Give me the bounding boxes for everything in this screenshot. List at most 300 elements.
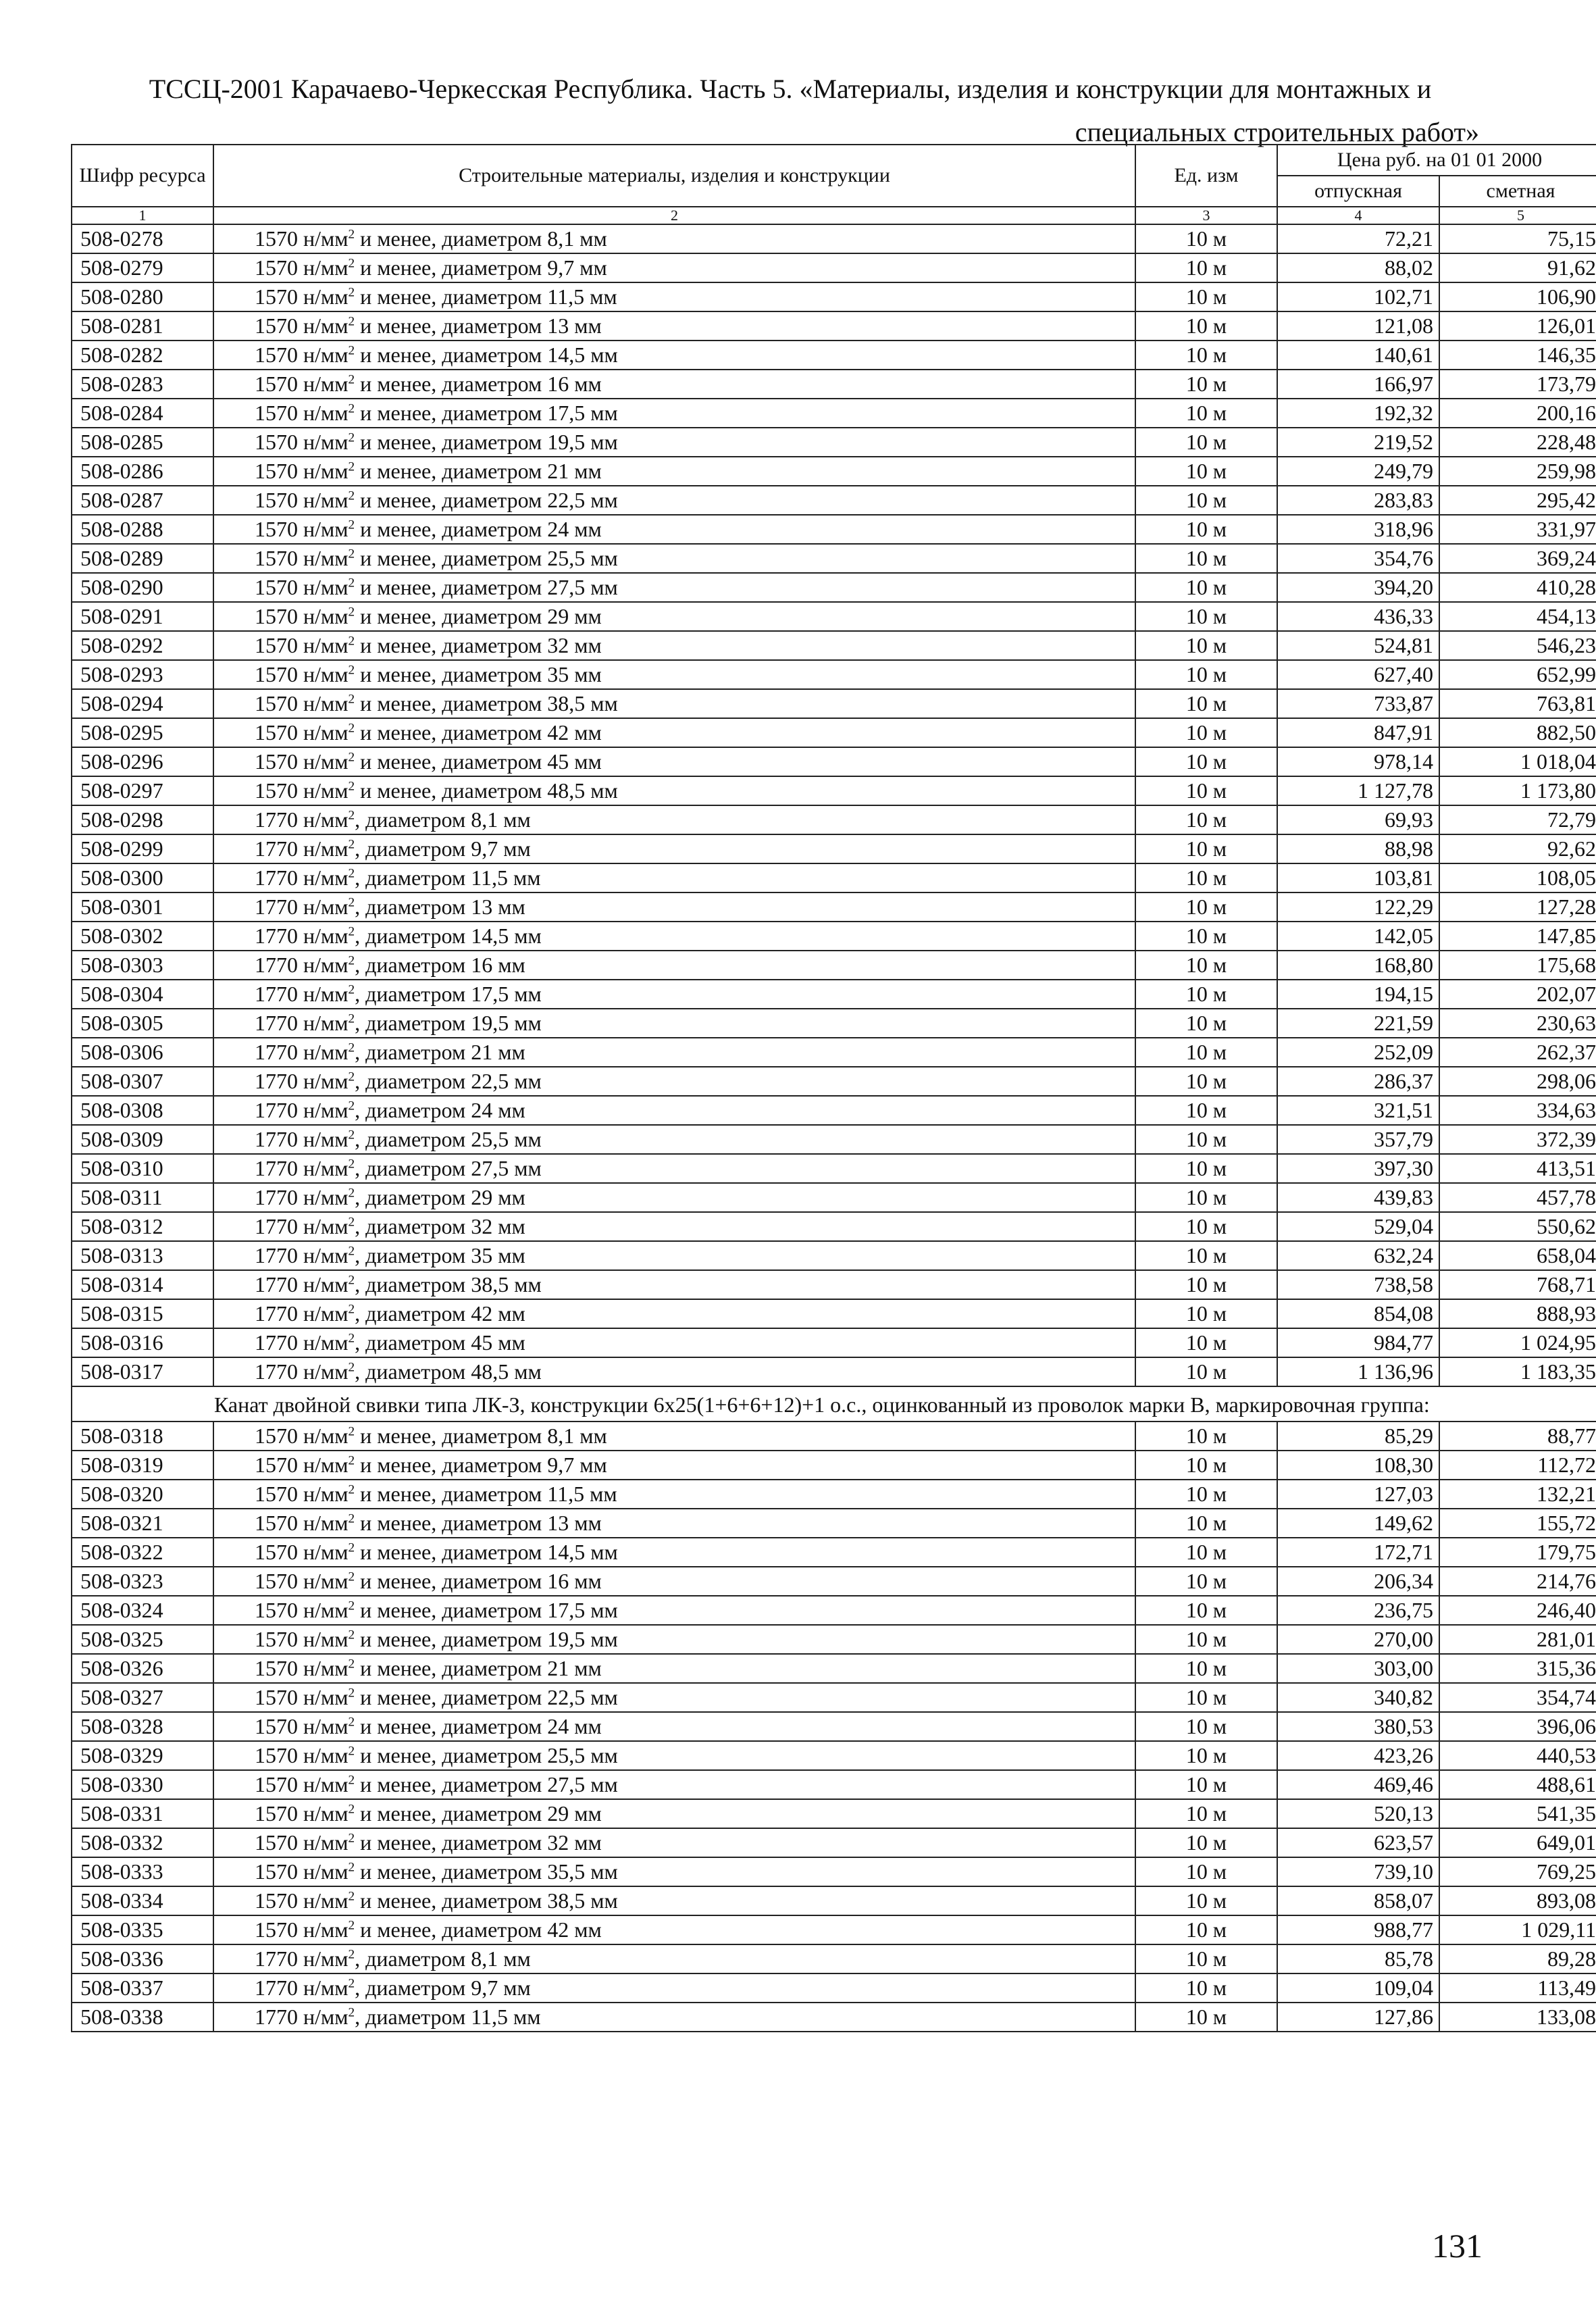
release-price: 847,91 xyxy=(1277,718,1439,747)
diameter-text: , диаметром 22,5 мм xyxy=(355,1069,542,1093)
estimate-price: 769,25 xyxy=(1439,1857,1596,1886)
diameter-text: и менее, диаметром 29 мм xyxy=(355,1801,602,1826)
diameter-text: и менее, диаметром 11,5 мм xyxy=(355,1482,617,1506)
material-description xyxy=(213,311,1135,341)
strength-value: 1570 н/мм xyxy=(255,1830,349,1855)
estimate-price: 649,01 xyxy=(1439,1828,1596,1857)
unit-exponent: 2 xyxy=(348,1331,355,1346)
unit-of-measure: 10 м xyxy=(1135,1799,1277,1828)
table-row xyxy=(72,457,1596,486)
release-price: 109,04 xyxy=(1277,1973,1439,2003)
unit-of-measure: 10 м xyxy=(1135,747,1277,776)
strength-value: 1570 н/мм xyxy=(255,226,349,251)
release-price: 321,51 xyxy=(1277,1096,1439,1125)
estimate-price: 546,23 xyxy=(1439,631,1596,660)
estimate-price: 281,01 xyxy=(1439,1625,1596,1654)
estimate-price: 175,68 xyxy=(1439,951,1596,980)
strength-value: 1770 н/мм xyxy=(255,1243,349,1267)
diameter-text: и менее, диаметром 48,5 мм xyxy=(355,778,618,803)
resource-code: 508-0289 xyxy=(72,544,213,573)
estimate-price: 652,99 xyxy=(1439,660,1596,689)
release-price: 1 136,96 xyxy=(1277,1357,1439,1386)
unit-of-measure: 10 м xyxy=(1135,1741,1277,1770)
diameter-text: и менее, диаметром 8,1 мм xyxy=(355,226,607,251)
table-row xyxy=(72,486,1596,515)
unit-of-measure: 10 м xyxy=(1135,1857,1277,1886)
strength-value: 1770 н/мм xyxy=(255,1098,349,1122)
resource-code: 508-0285 xyxy=(72,428,213,457)
diameter-text: и менее, диаметром 8,1 мм xyxy=(355,1424,607,1448)
material-description xyxy=(213,457,1135,486)
strength-value: 1570 н/мм xyxy=(255,1859,349,1884)
strength-value: 1570 н/мм xyxy=(255,1888,349,1913)
release-price: 172,71 xyxy=(1277,1538,1439,1567)
material-description xyxy=(213,1538,1135,1567)
unit-of-measure: 10 м xyxy=(1135,1538,1277,1567)
unit-exponent: 2 xyxy=(348,285,355,300)
unit-exponent: 2 xyxy=(348,692,355,707)
estimate-price: 89,28 xyxy=(1439,1944,1596,1973)
estimate-price: 132,21 xyxy=(1439,1480,1596,1509)
unit-of-measure: 10 м xyxy=(1135,486,1277,515)
release-price: 140,61 xyxy=(1277,341,1439,370)
table-row xyxy=(72,1654,1596,1683)
unit-of-measure: 10 м xyxy=(1135,689,1277,718)
table-row xyxy=(72,370,1596,399)
strength-value: 1570 н/мм xyxy=(255,459,349,483)
estimate-price: 147,85 xyxy=(1439,922,1596,951)
unit-exponent: 2 xyxy=(348,837,355,852)
diameter-text: , диаметром 32 мм xyxy=(355,1214,525,1238)
unit-of-measure: 10 м xyxy=(1135,1422,1277,1451)
release-price: 1 127,78 xyxy=(1277,776,1439,805)
material-description xyxy=(213,1654,1135,1683)
strength-value: 1570 н/мм xyxy=(255,1511,349,1535)
strength-value: 1770 н/мм xyxy=(255,1156,349,1180)
estimate-price: 354,74 xyxy=(1439,1683,1596,1712)
strength-value: 1570 н/мм xyxy=(255,1424,349,1448)
release-price: 270,00 xyxy=(1277,1625,1439,1654)
release-price: 380,53 xyxy=(1277,1712,1439,1741)
resource-code: 508-0281 xyxy=(72,311,213,341)
release-price: 221,59 xyxy=(1277,1009,1439,1038)
release-price: 738,58 xyxy=(1277,1270,1439,1299)
table-row xyxy=(72,776,1596,805)
diameter-text: , диаметром 25,5 мм xyxy=(355,1127,542,1151)
unit-exponent: 2 xyxy=(348,488,355,503)
estimate-price: 91,62 xyxy=(1439,253,1596,282)
material-description xyxy=(213,1770,1135,1799)
diameter-text: и менее, диаметром 21 мм xyxy=(355,1656,602,1680)
strength-value: 1570 н/мм xyxy=(255,343,349,367)
unit-of-measure: 10 м xyxy=(1135,1654,1277,1683)
unit-of-measure: 10 м xyxy=(1135,1270,1277,1299)
strength-value: 1770 н/мм xyxy=(255,1301,349,1326)
diameter-text: , диаметром 14,5 мм xyxy=(355,924,542,948)
unit-of-measure: 10 м xyxy=(1135,718,1277,747)
unit-exponent: 2 xyxy=(348,1802,355,1817)
strength-value: 1770 н/мм xyxy=(255,807,349,832)
diameter-text: и менее, диаметром 25,5 мм xyxy=(355,546,618,570)
diameter-text: , диаметром 11,5 мм xyxy=(355,2005,541,2029)
table-row xyxy=(72,253,1596,282)
unit-exponent: 2 xyxy=(348,1744,355,1759)
resource-code: 508-0311 xyxy=(72,1183,213,1212)
strength-value: 1570 н/мм xyxy=(255,430,349,454)
resource-code: 508-0287 xyxy=(72,486,213,515)
table-row xyxy=(72,1973,1596,2003)
release-price: 194,15 xyxy=(1277,980,1439,1009)
material-description xyxy=(213,1125,1135,1154)
strength-value: 1570 н/мм xyxy=(255,546,349,570)
unit-exponent: 2 xyxy=(348,1070,355,1084)
unit-exponent: 2 xyxy=(348,1918,355,1933)
diameter-text: , диаметром 16 мм xyxy=(355,953,525,977)
unit-of-measure: 10 м xyxy=(1135,1096,1277,1125)
material-description xyxy=(213,1009,1135,1038)
unit-of-measure: 10 м xyxy=(1135,1712,1277,1741)
diameter-text: , диаметром 9,7 мм xyxy=(355,1976,531,2000)
unit-exponent: 2 xyxy=(348,663,355,678)
diameter-text: и менее, диаметром 22,5 мм xyxy=(355,1685,618,1709)
strength-value: 1570 н/мм xyxy=(255,778,349,803)
estimate-price: 1 183,35 xyxy=(1439,1357,1596,1386)
unit-exponent: 2 xyxy=(348,1628,355,1642)
table-row xyxy=(72,1828,1596,1857)
unit-exponent: 2 xyxy=(348,1273,355,1288)
unit-of-measure: 10 м xyxy=(1135,311,1277,341)
strength-value: 1770 н/мм xyxy=(255,1359,349,1384)
unit-of-measure: 10 м xyxy=(1135,399,1277,428)
estimate-price: 179,75 xyxy=(1439,1538,1596,1567)
resource-code: 508-0336 xyxy=(72,1944,213,1973)
table-row xyxy=(72,1357,1596,1386)
table-row xyxy=(72,1096,1596,1125)
diameter-text: и менее, диаметром 9,7 мм xyxy=(355,255,607,280)
material-description xyxy=(213,1567,1135,1596)
price-table xyxy=(71,144,1596,2032)
unit-of-measure: 10 м xyxy=(1135,951,1277,980)
material-description xyxy=(213,863,1135,892)
col-number: 2 xyxy=(213,207,1135,224)
estimate-price: 88,77 xyxy=(1439,1422,1596,1451)
diameter-text: и менее, диаметром 32 мм xyxy=(355,633,602,657)
resource-code: 508-0305 xyxy=(72,1009,213,1038)
strength-value: 1770 н/мм xyxy=(255,836,349,861)
material-description xyxy=(213,341,1135,370)
col-header-unit: Ед. изм xyxy=(1135,145,1277,207)
release-price: 149,62 xyxy=(1277,1509,1439,1538)
strength-value: 1570 н/мм xyxy=(255,749,349,774)
resource-code: 508-0279 xyxy=(72,253,213,282)
unit-exponent: 2 xyxy=(348,605,355,620)
diameter-text: и менее, диаметром 14,5 мм xyxy=(355,1540,618,1564)
table-row xyxy=(72,1154,1596,1183)
diameter-text: и менее, диаметром 27,5 мм xyxy=(355,1772,618,1796)
unit-exponent: 2 xyxy=(348,1831,355,1846)
estimate-price: 214,76 xyxy=(1439,1567,1596,1596)
unit-of-measure: 10 м xyxy=(1135,1886,1277,1915)
table-row xyxy=(72,515,1596,544)
table-row xyxy=(72,1328,1596,1357)
col-header-name: Строительные материалы, изделия и конструкции xyxy=(213,145,1135,207)
strength-value: 1770 н/мм xyxy=(255,1330,349,1355)
strength-value: 1570 н/мм xyxy=(255,488,349,512)
diameter-text: , диаметром 11,5 мм xyxy=(355,865,541,890)
estimate-price: 763,81 xyxy=(1439,689,1596,718)
strength-value: 1770 н/мм xyxy=(255,1185,349,1209)
unit-exponent: 2 xyxy=(348,2005,355,2020)
table-row xyxy=(72,747,1596,776)
unit-of-measure: 10 м xyxy=(1135,1357,1277,1386)
diameter-text: и менее, диаметром 24 мм xyxy=(355,1714,602,1738)
estimate-price: 658,04 xyxy=(1439,1241,1596,1270)
estimate-price: 259,98 xyxy=(1439,457,1596,486)
unit-of-measure: 10 м xyxy=(1135,515,1277,544)
unit-of-measure: 10 м xyxy=(1135,428,1277,457)
resource-code: 508-0303 xyxy=(72,951,213,980)
unit-of-measure: 10 м xyxy=(1135,1451,1277,1480)
unit-of-measure: 10 м xyxy=(1135,1009,1277,1038)
table-row xyxy=(72,399,1596,428)
table-row xyxy=(72,892,1596,922)
material-description xyxy=(213,805,1135,834)
estimate-price: 413,51 xyxy=(1439,1154,1596,1183)
material-description xyxy=(213,428,1135,457)
resource-code: 508-0325 xyxy=(72,1625,213,1654)
estimate-price: 92,62 xyxy=(1439,834,1596,863)
diameter-text: и менее, диаметром 16 мм xyxy=(355,1569,602,1593)
resource-code: 508-0301 xyxy=(72,892,213,922)
material-description xyxy=(213,1299,1135,1328)
strength-value: 1770 н/мм xyxy=(255,1976,349,2000)
unit-of-measure: 10 м xyxy=(1135,1328,1277,1357)
estimate-price: 230,63 xyxy=(1439,1009,1596,1038)
resource-code: 508-0327 xyxy=(72,1683,213,1712)
diameter-text: , диаметром 38,5 мм xyxy=(355,1272,542,1297)
strength-value: 1770 н/мм xyxy=(255,1069,349,1093)
col-header-price-release: отпускная xyxy=(1277,176,1439,207)
table-row xyxy=(72,1886,1596,1915)
table-row xyxy=(72,282,1596,311)
diameter-text: и менее, диаметром 17,5 мм xyxy=(355,401,618,425)
release-price: 168,80 xyxy=(1277,951,1439,980)
estimate-price: 315,36 xyxy=(1439,1654,1596,1683)
estimate-price: 410,28 xyxy=(1439,573,1596,602)
estimate-price: 888,93 xyxy=(1439,1299,1596,1328)
release-price: 286,37 xyxy=(1277,1067,1439,1096)
material-description xyxy=(213,1270,1135,1299)
material-description xyxy=(213,660,1135,689)
unit-of-measure: 10 м xyxy=(1135,1299,1277,1328)
strength-value: 1770 н/мм xyxy=(255,953,349,977)
material-description xyxy=(213,1683,1135,1712)
table-row xyxy=(72,689,1596,718)
estimate-price: 1 024,95 xyxy=(1439,1328,1596,1357)
unit-exponent: 2 xyxy=(348,1424,355,1439)
release-price: 283,83 xyxy=(1277,486,1439,515)
material-description xyxy=(213,1328,1135,1357)
unit-of-measure: 10 м xyxy=(1135,1915,1277,1944)
table-row xyxy=(72,1770,1596,1799)
release-price: 219,52 xyxy=(1277,428,1439,457)
release-price: 127,86 xyxy=(1277,2003,1439,2032)
release-price: 739,10 xyxy=(1277,1857,1439,1886)
section-heading: Канат двойной свивки типа ЛК-З, конструкции 6х25(1+6+6+12)+1 о.с., оцинкованный из проволок марки В, маркировочная группа: xyxy=(72,1386,1596,1422)
unit-exponent: 2 xyxy=(348,721,355,736)
unit-of-measure: 10 м xyxy=(1135,805,1277,834)
unit-of-measure: 10 м xyxy=(1135,544,1277,573)
resource-code: 508-0330 xyxy=(72,1770,213,1799)
table-row xyxy=(72,311,1596,341)
unit-exponent: 2 xyxy=(348,256,355,271)
release-price: 984,77 xyxy=(1277,1328,1439,1357)
unit-exponent: 2 xyxy=(348,1657,355,1671)
resource-code: 508-0323 xyxy=(72,1567,213,1596)
material-description xyxy=(213,486,1135,515)
material-description xyxy=(213,1241,1135,1270)
unit-of-measure: 10 м xyxy=(1135,1509,1277,1538)
resource-code: 508-0326 xyxy=(72,1654,213,1683)
table-row xyxy=(72,1009,1596,1038)
unit-of-measure: 10 м xyxy=(1135,253,1277,282)
unit-of-measure: 10 м xyxy=(1135,2003,1277,2032)
release-price: 988,77 xyxy=(1277,1915,1439,1944)
section-heading-row xyxy=(72,1386,1596,1422)
estimate-price: 126,01 xyxy=(1439,311,1596,341)
material-description xyxy=(213,1038,1135,1067)
strength-value: 1570 н/мм xyxy=(255,1714,349,1738)
strength-value: 1770 н/мм xyxy=(255,1214,349,1238)
material-description xyxy=(213,1625,1135,1654)
unit-exponent: 2 xyxy=(348,1540,355,1555)
estimate-price: 108,05 xyxy=(1439,863,1596,892)
diameter-text: и менее, диаметром 32 мм xyxy=(355,1830,602,1855)
estimate-price: 295,42 xyxy=(1439,486,1596,515)
unit-of-measure: 10 м xyxy=(1135,341,1277,370)
material-description xyxy=(213,282,1135,311)
table-row xyxy=(72,718,1596,747)
diameter-text: и менее, диаметром 13 мм xyxy=(355,313,602,338)
unit-of-measure: 10 м xyxy=(1135,602,1277,631)
resource-code: 508-0308 xyxy=(72,1096,213,1125)
unit-of-measure: 10 м xyxy=(1135,863,1277,892)
strength-value: 1770 н/мм xyxy=(255,982,349,1006)
diameter-text: и менее, диаметром 42 мм xyxy=(355,720,602,745)
unit-exponent: 2 xyxy=(348,1569,355,1584)
material-description xyxy=(213,1212,1135,1241)
resource-code: 508-0324 xyxy=(72,1596,213,1625)
material-description xyxy=(213,689,1135,718)
diameter-text: и менее, диаметром 14,5 мм xyxy=(355,343,618,367)
resource-code: 508-0298 xyxy=(72,805,213,834)
diameter-text: и менее, диаметром 22,5 мм xyxy=(355,488,618,512)
resource-code: 508-0331 xyxy=(72,1799,213,1828)
diameter-text: и менее, диаметром 24 мм xyxy=(355,517,602,541)
material-description xyxy=(213,951,1135,980)
table-row xyxy=(72,1212,1596,1241)
estimate-price: 155,72 xyxy=(1439,1509,1596,1538)
diameter-text: и менее, диаметром 25,5 мм xyxy=(355,1743,618,1767)
material-description xyxy=(213,399,1135,428)
release-price: 72,21 xyxy=(1277,224,1439,253)
diameter-text: и менее, диаметром 21 мм xyxy=(355,459,602,483)
strength-value: 1570 н/мм xyxy=(255,633,349,657)
table-row xyxy=(72,1567,1596,1596)
material-description xyxy=(213,834,1135,863)
table-body-b xyxy=(72,1422,1596,2032)
unit-of-measure: 10 м xyxy=(1135,1944,1277,1973)
strength-value: 1570 н/мм xyxy=(255,1656,349,1680)
release-price: 127,03 xyxy=(1277,1480,1439,1509)
unit-exponent: 2 xyxy=(348,576,355,590)
resource-code: 508-0283 xyxy=(72,370,213,399)
table-row xyxy=(72,1480,1596,1509)
table-row xyxy=(72,863,1596,892)
resource-code: 508-0335 xyxy=(72,1915,213,1944)
estimate-price: 440,53 xyxy=(1439,1741,1596,1770)
table-row xyxy=(72,980,1596,1009)
unit-exponent: 2 xyxy=(348,634,355,649)
material-description xyxy=(213,515,1135,544)
resource-code: 508-0319 xyxy=(72,1451,213,1480)
material-description xyxy=(213,922,1135,951)
table-row xyxy=(72,834,1596,863)
resource-code: 508-0292 xyxy=(72,631,213,660)
table-row xyxy=(72,660,1596,689)
strength-value: 1570 н/мм xyxy=(255,372,349,396)
strength-value: 1570 н/мм xyxy=(255,1598,349,1622)
unit-exponent: 2 xyxy=(348,459,355,474)
material-description xyxy=(213,602,1135,631)
unit-of-measure: 10 м xyxy=(1135,573,1277,602)
material-description xyxy=(213,1857,1135,1886)
resource-code: 508-0317 xyxy=(72,1357,213,1386)
resource-code: 508-0310 xyxy=(72,1154,213,1183)
unit-exponent: 2 xyxy=(348,1715,355,1730)
table-row xyxy=(72,1183,1596,1212)
unit-exponent: 2 xyxy=(348,372,355,387)
unit-exponent: 2 xyxy=(348,779,355,794)
strength-value: 1770 н/мм xyxy=(255,895,349,919)
unit-exponent: 2 xyxy=(348,547,355,561)
table-row xyxy=(72,1125,1596,1154)
table-row xyxy=(72,602,1596,631)
resource-code: 508-0304 xyxy=(72,980,213,1009)
material-description xyxy=(213,2003,1135,2032)
col-number: 5 xyxy=(1439,207,1596,224)
table-row xyxy=(72,951,1596,980)
unit-of-measure: 10 м xyxy=(1135,892,1277,922)
estimate-price: 298,06 xyxy=(1439,1067,1596,1096)
strength-value: 1770 н/мм xyxy=(255,924,349,948)
release-price: 529,04 xyxy=(1277,1212,1439,1241)
release-price: 354,76 xyxy=(1277,544,1439,573)
unit-exponent: 2 xyxy=(348,1773,355,1788)
release-price: 854,08 xyxy=(1277,1299,1439,1328)
estimate-price: 106,90 xyxy=(1439,282,1596,311)
material-description xyxy=(213,1828,1135,1857)
col-header-price-estimate: сметная xyxy=(1439,176,1596,207)
resource-code: 508-0290 xyxy=(72,573,213,602)
unit-exponent: 2 xyxy=(348,1453,355,1468)
table-row xyxy=(72,1596,1596,1625)
strength-value: 1570 н/мм xyxy=(255,313,349,338)
diameter-text: и менее, диаметром 16 мм xyxy=(355,372,602,396)
release-price: 623,57 xyxy=(1277,1828,1439,1857)
header-line-1: ТССЦ-2001 Карачаево-Черкесская Республика. Часть 5. «Материалы, изделия и конструкции для монтажных и xyxy=(149,74,1432,104)
table-header-row xyxy=(72,145,1596,176)
